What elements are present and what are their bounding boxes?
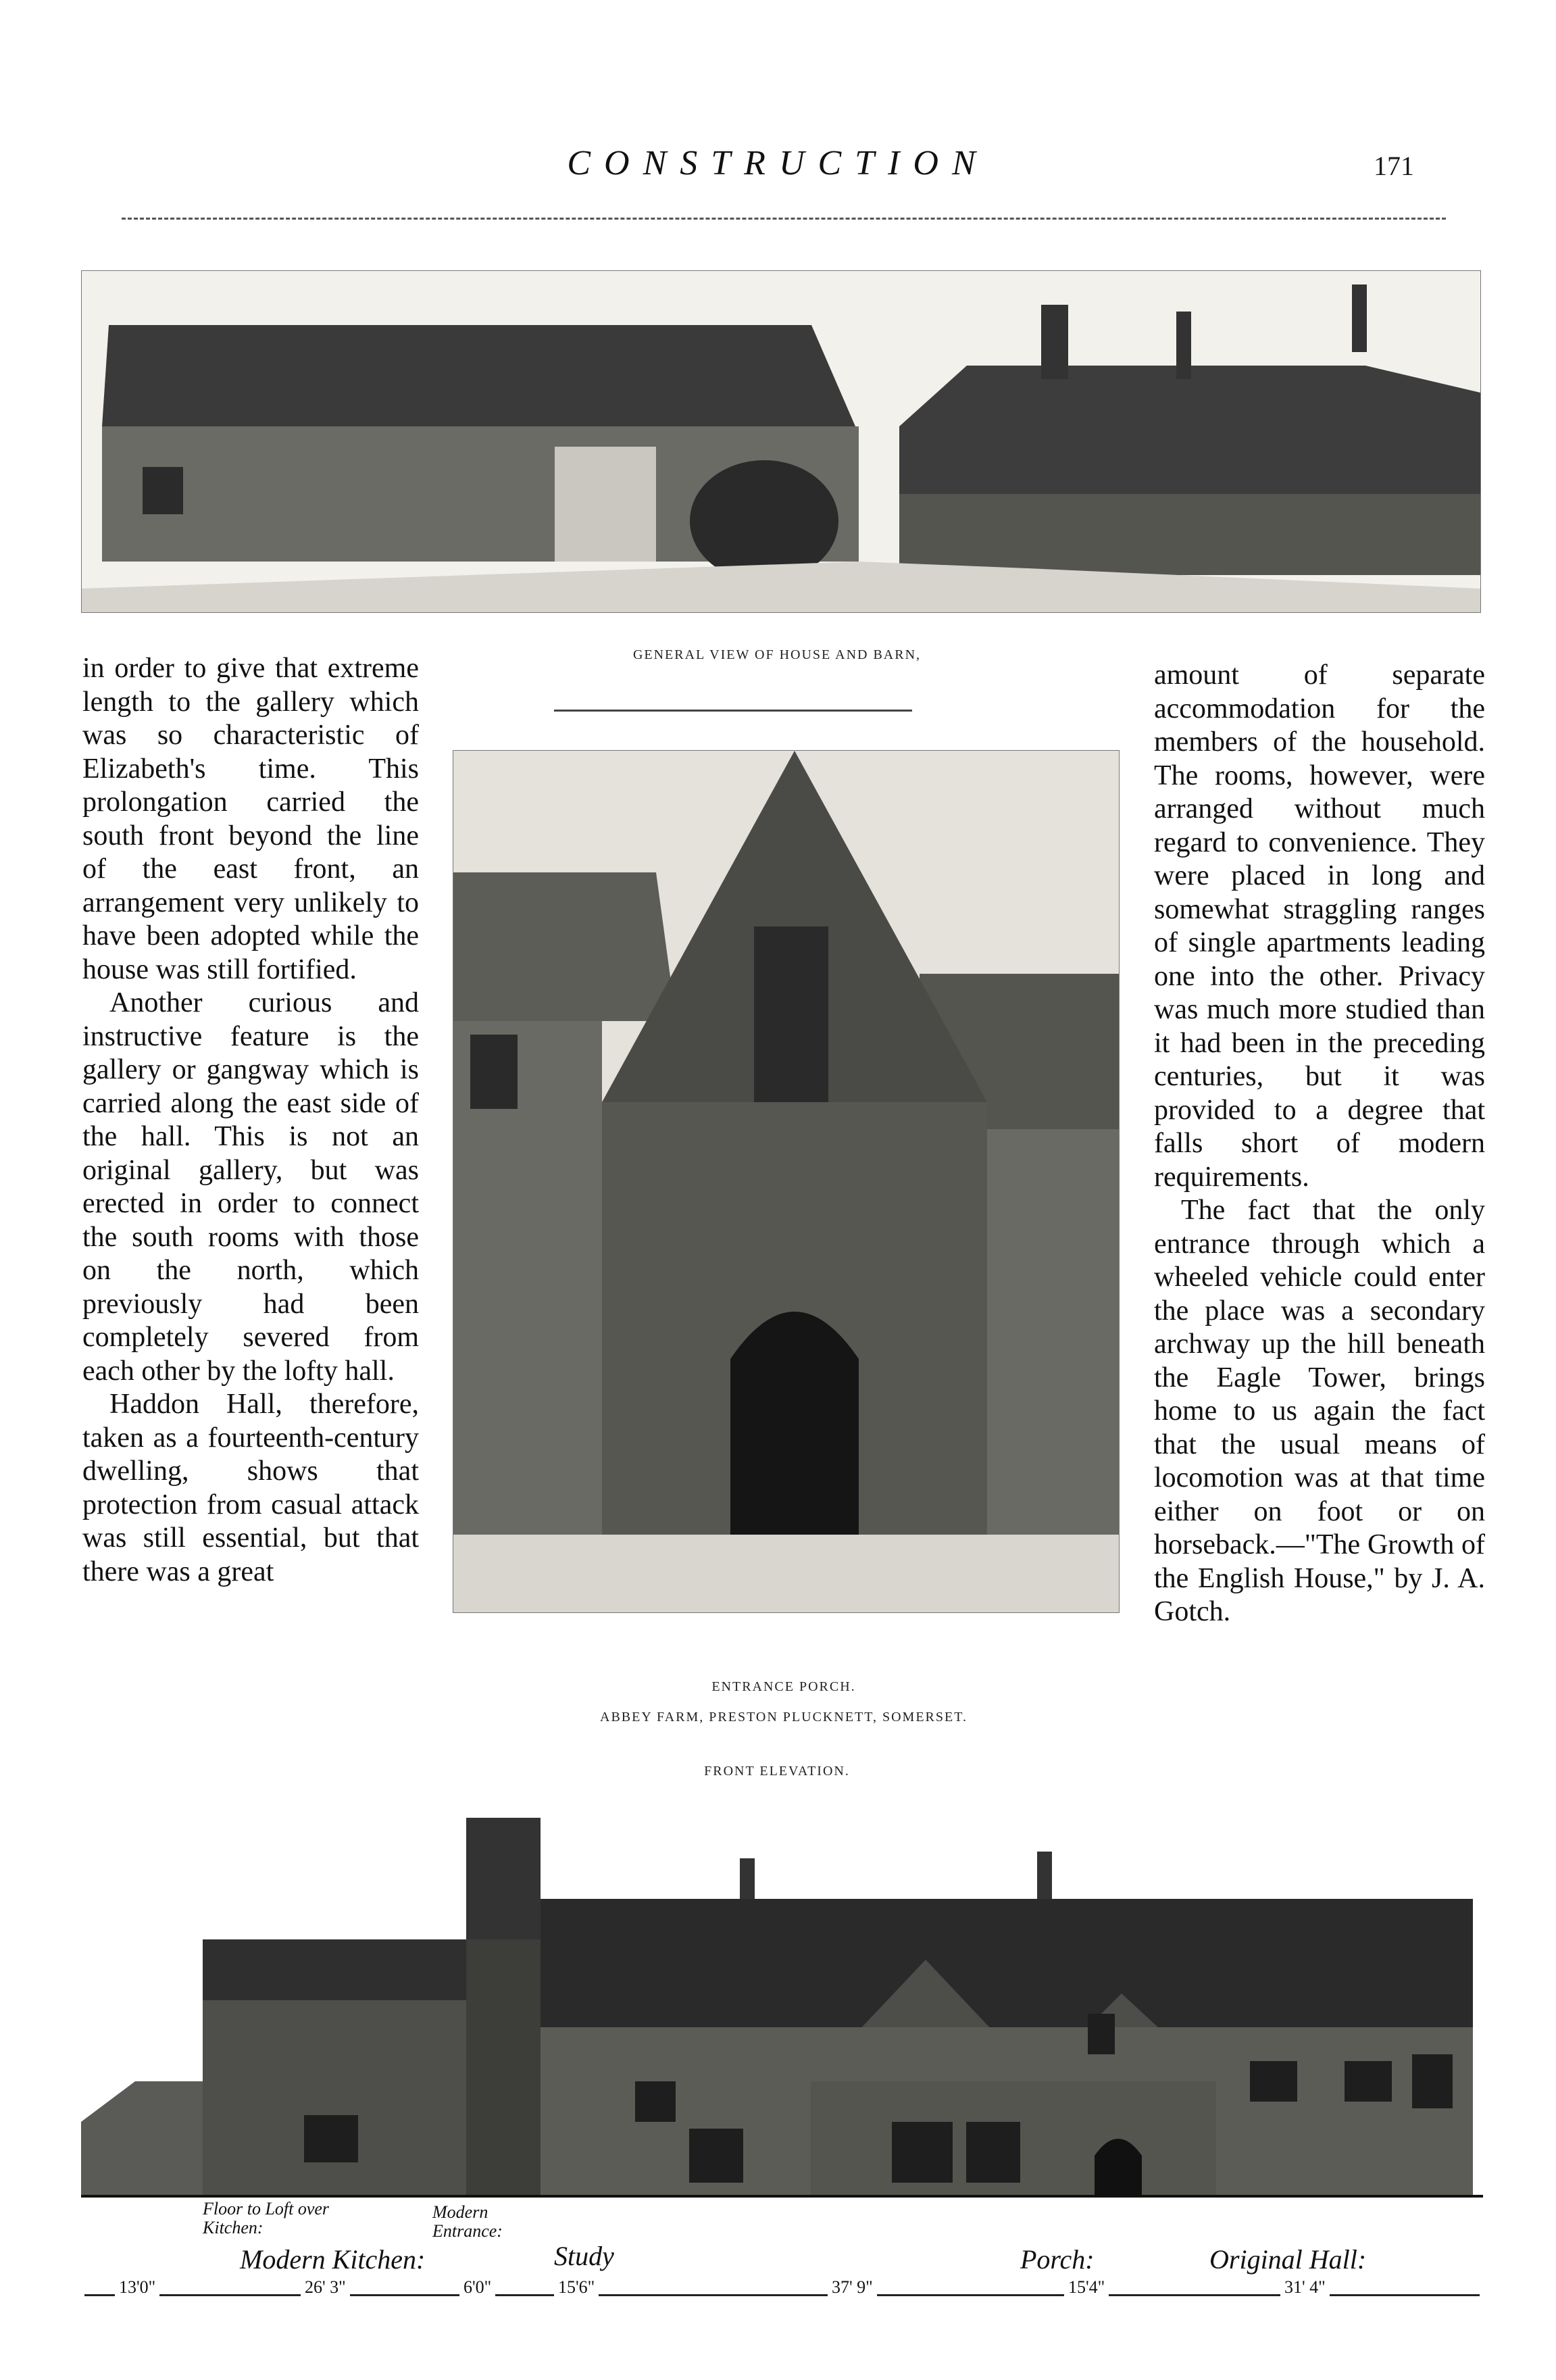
page-number: 171 [1374,151,1414,181]
right-paragraph-1: amount of separate accommodation for the members of the household. The rooms, however, were arranged without much regard to convenience. They were placed in long and somewhat straggling ranges of single apartments leading one into the other. Privacy was much more studied than it had been in the preceding centuries, but it was provided to a degree that falls short of modern requirements. [1154,660,1485,1193]
left-paragraph-1: in order to give that extreme length to the gallery which was so characteristic of Elizabeth's time. This prolongation carried the south front beyond the line of the east front, an arrangement very unlikely to have been adopted while the house was still fortified. [82,653,419,985]
header-rule [122,218,1446,220]
dimension-5: 37' 9" [828,2277,877,2298]
caption-rule [554,710,912,712]
house-and-barn-caption: GENERAL VIEW OF HOUSE AND BARN, [632,647,922,662]
entrance-porch-photo [453,750,1120,1613]
dimension-3: 6'0" [459,2277,495,2298]
dimension-7: 31' 4" [1280,2277,1330,2298]
dimension-6: 15'4" [1064,2277,1109,2298]
label-modern-entrance: Modern Entrance: [432,2202,503,2241]
dimension-4: 15'6" [554,2277,599,2298]
dimension-2: 26' 3" [301,2277,350,2298]
left-paragraph-2: Another curious and instructive feature is the gallery or gangway which is carried along the east side of the hall. This is not an original gallery, but was erected in order to connect the south rooms with those on the north, which previously had been completely severed from each other by the lofty hall. [82,987,419,1387]
label-original-hall: Original Hall: [1209,2244,1367,2275]
front-elevation-drawing [81,1798,1483,2243]
right-text-column [1154,659,1485,1629]
label-study: Study [554,2241,614,2271]
dimension-1: 13'0" [115,2277,159,2298]
label-modern-kitchen: Modern Kitchen: [240,2244,426,2275]
front-elevation-caption: FRONT ELEVATION. [704,1764,850,1779]
porch-caption-line1: ENTRANCE PORCH. [711,1679,856,1694]
running-head-title: CONSTRUCTION [567,144,989,182]
dimension-line [84,2294,1480,2296]
left-paragraph-3: Haddon Hall, therefore, taken as a fourteenth-century dwelling, shows that protection from casual attack was still essential, but that there was a great [82,1389,419,1587]
house-and-barn-photo [81,270,1481,613]
label-floor-over-kitchen: Floor to Loft over Kitchen: [203,2199,330,2237]
label-porch: Porch: [1020,2244,1095,2275]
right-paragraph-2: The fact that the only entrance through which a wheeled vehicle could enter the place was a secondary archway up the hill beneath the Eagle Tower, brings home to us again the fact that the usual means of locomotion was at that time either on foot or on horseback.—"The Growth of the English House," by J. A. Gotch. [1154,1195,1485,1627]
porch-caption-line2: ABBEY FARM, PRESTON PLUCKNETT, SOMERSET. [600,1710,968,1725]
left-text-column [82,652,419,1589]
